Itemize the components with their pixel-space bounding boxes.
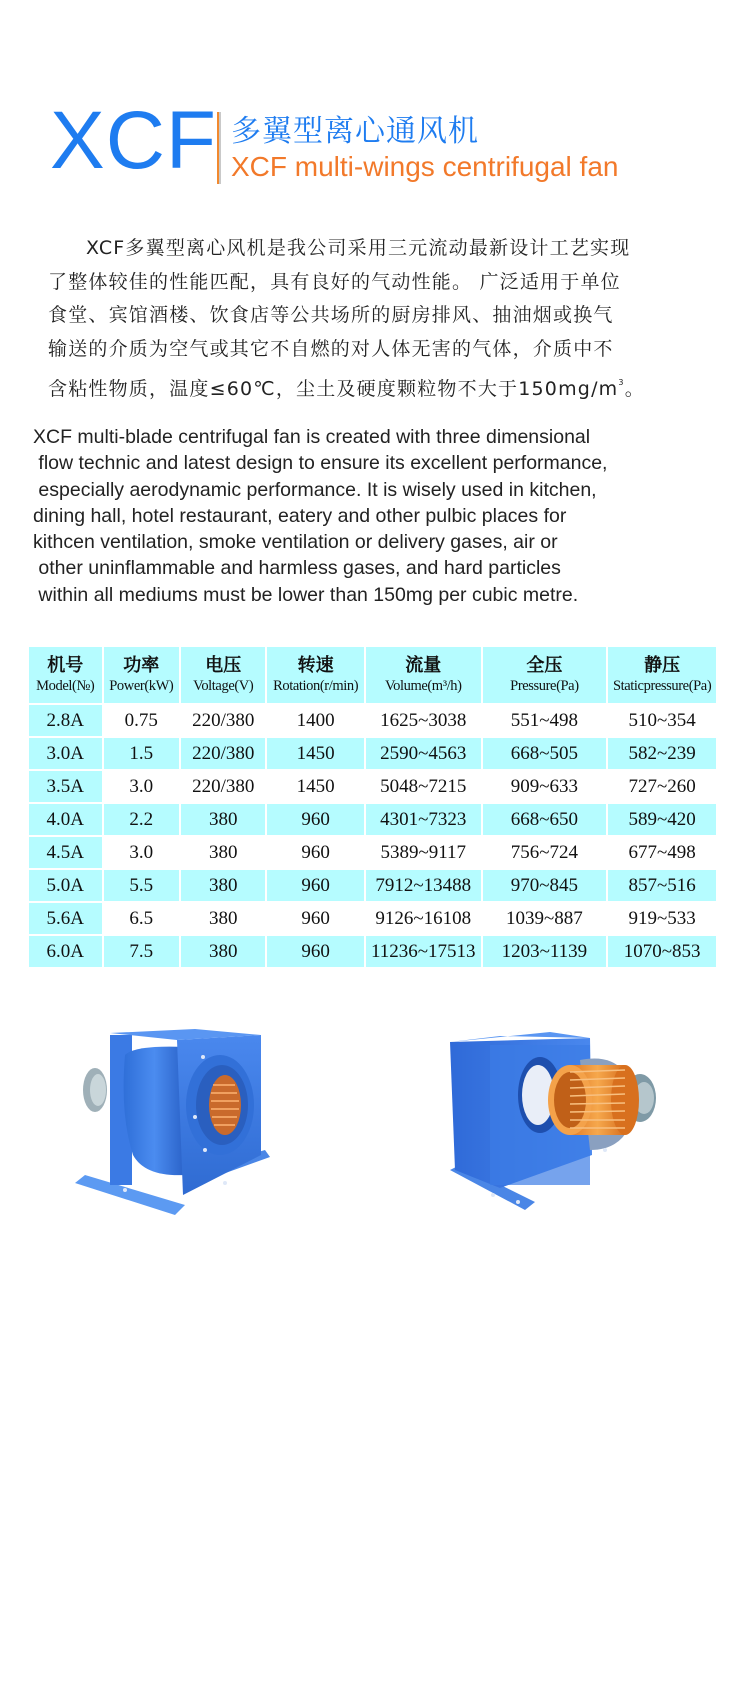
- product-title-en: XCF multi-wings centrifugal fan: [231, 151, 619, 182]
- cell-model: 3.0A: [29, 738, 102, 769]
- description-cn-line: 输送的介质为空气或其它不自燃的对人体无害的气体，介质中不: [48, 337, 614, 360]
- cell-volume: 2590~4563: [366, 738, 481, 769]
- cell-voltage: 380: [181, 870, 265, 901]
- cell-power: 7.5: [104, 936, 180, 967]
- cell-pressure: 1039~887: [483, 903, 607, 934]
- cell-power: 1.5: [104, 738, 180, 769]
- column-header-en: Staticpressure(Pa): [612, 678, 712, 694]
- product-title-cn: 多翼型离心通风机: [231, 114, 479, 149]
- table-row: [29, 903, 716, 934]
- cell-pressure: 970~845: [483, 870, 607, 901]
- cell-model: 5.6A: [29, 903, 102, 934]
- column-header-en: Pressure(Pa): [510, 678, 579, 694]
- cell-voltage: 380: [181, 903, 265, 934]
- cell-static-pressure: 510~354: [608, 705, 716, 736]
- cell-voltage: 220/380: [181, 705, 265, 736]
- column-header-voltage: [181, 647, 265, 703]
- description-en-line: kithcen ventilation, smoke ventilation or delivery gases, air or: [33, 531, 558, 554]
- cell-pressure: 909~633: [483, 771, 607, 802]
- column-header-rotation: [267, 647, 364, 703]
- table-row: [29, 771, 716, 802]
- spec-table: [27, 645, 718, 969]
- cell-rotation: 960: [267, 870, 364, 901]
- cell-volume: 5389~9117: [366, 837, 481, 868]
- column-header-cn: 功率: [123, 655, 160, 676]
- cell-power: 5.5: [104, 870, 180, 901]
- cell-voltage: 380: [181, 936, 265, 967]
- cell-rotation: 960: [267, 804, 364, 835]
- cell-volume: 9126~16108: [366, 903, 481, 934]
- superscript-cubic: 3: [618, 378, 625, 387]
- table-row: [29, 936, 716, 967]
- column-header-en: Power(kW): [109, 678, 174, 694]
- cell-rotation: 1450: [267, 738, 364, 769]
- cell-model: 2.8A: [29, 705, 102, 736]
- description-cn-line: 了整体较佳的性能匹配，具有良好的气动性能。 广泛适用于单位: [48, 270, 621, 293]
- cell-model: 4.5A: [29, 837, 102, 868]
- description-en: [33, 424, 723, 608]
- cell-model: 3.5A: [29, 771, 102, 802]
- description-cn-line: XCF多翼型离心风机是我公司采用三元流动最新设计工艺实现: [86, 237, 631, 259]
- cell-static-pressure: 589~420: [608, 804, 716, 835]
- cell-rotation: 960: [267, 903, 364, 934]
- cell-volume: 11236~17513: [366, 936, 481, 967]
- table-header-row: [29, 647, 716, 703]
- cell-power: 2.2: [104, 804, 180, 835]
- column-header-pressure: [483, 647, 607, 703]
- column-header-volume: [366, 647, 481, 703]
- cell-volume: 7912~13488: [366, 870, 481, 901]
- description-en-line: flow technic and latest design to ensure its excellent performance,: [33, 452, 608, 475]
- description-cn: [48, 232, 708, 407]
- cell-pressure: 551~498: [483, 705, 607, 736]
- brand-logo-text: XCF: [50, 95, 217, 186]
- cell-volume: 4301~7323: [366, 804, 481, 835]
- cell-voltage: 380: [181, 804, 265, 835]
- cell-static-pressure: 582~239: [608, 738, 716, 769]
- centrifugal-fan-impeller-icon: [430, 1010, 660, 1210]
- column-header-en: Rotation(r/min): [273, 678, 359, 694]
- cell-power: 6.5: [104, 903, 180, 934]
- cell-power: 3.0: [104, 771, 180, 802]
- table-row: [29, 738, 716, 769]
- column-header-cn: 机号: [47, 655, 84, 676]
- cell-pressure: 1203~1139: [483, 936, 607, 967]
- cell-power: 0.75: [104, 705, 180, 736]
- table-row: [29, 804, 716, 835]
- cell-rotation: 960: [267, 837, 364, 868]
- table-row: [29, 870, 716, 901]
- cell-pressure: 756~724: [483, 837, 607, 868]
- cell-static-pressure: 919~533: [608, 903, 716, 934]
- column-header-model: [29, 647, 102, 703]
- column-header-static-pressure: [608, 647, 716, 703]
- cell-static-pressure: 677~498: [608, 837, 716, 868]
- cell-static-pressure: 727~260: [608, 771, 716, 802]
- cell-volume: 1625~3038: [366, 705, 481, 736]
- cell-voltage: 220/380: [181, 771, 265, 802]
- cell-model: 4.0A: [29, 804, 102, 835]
- column-header-en: Volume(m³/h): [384, 678, 462, 694]
- description-en-line: dining hall, hotel restaurant, eatery and other pulbic places for: [33, 504, 567, 527]
- cell-model: 5.0A: [29, 870, 102, 901]
- description-en-line: especially aerodynamic performance. It is wisely used in kitchen,: [33, 478, 597, 501]
- description-cn-line: 含粘性物质，温度≤60℃，尘土及硬度颗粒物不大于150mg/m: [48, 378, 619, 400]
- cell-rotation: 1400: [267, 705, 364, 736]
- cell-pressure: 668~505: [483, 738, 607, 769]
- cell-rotation: 1450: [267, 771, 364, 802]
- fan-open-impeller-image: [430, 1010, 660, 1210]
- cell-static-pressure: 857~516: [608, 870, 716, 901]
- fan-front-view-image: [65, 1005, 280, 1220]
- description-en-line: other uninflammable and harmless gases, and hard particles: [33, 557, 561, 580]
- column-header-cn: 流量: [405, 655, 442, 676]
- column-header-power: [104, 647, 180, 703]
- cell-rotation: 960: [267, 936, 364, 967]
- description-cn-line-last: [48, 366, 708, 407]
- cell-power: 3.0: [104, 837, 180, 868]
- column-header-cn: 静压: [644, 655, 681, 676]
- product-header: [50, 95, 690, 186]
- description-en-line: XCF multi-blade centrifugal fan is created with three dimensional: [33, 426, 591, 448]
- column-header-cn: 全压: [526, 655, 563, 676]
- column-header-en: Model(№): [36, 678, 95, 694]
- column-header-en: Voltage(V): [193, 678, 254, 694]
- description-cn-line: 食堂、宾馆酒楼、饮食店等公共场所的厨房排风、抽油烟或换气: [48, 304, 614, 326]
- description-en-line: within all mediums must be lower than 150mg per cubic metre.: [33, 583, 579, 606]
- cell-voltage: 380: [181, 837, 265, 868]
- cell-static-pressure: 1070~853: [608, 936, 716, 967]
- cell-model: 6.0A: [29, 936, 102, 967]
- cell-pressure: 668~650: [483, 804, 607, 835]
- centrifugal-fan-icon: [65, 1005, 280, 1220]
- period-mark: 。: [624, 378, 645, 400]
- table-row: [29, 705, 716, 736]
- column-header-cn: 转速: [297, 655, 334, 676]
- cell-voltage: 220/380: [181, 738, 265, 769]
- table-row: [29, 837, 716, 868]
- header-divider: [217, 112, 221, 184]
- column-header-cn: 电压: [205, 655, 242, 676]
- cell-volume: 5048~7215: [366, 771, 481, 802]
